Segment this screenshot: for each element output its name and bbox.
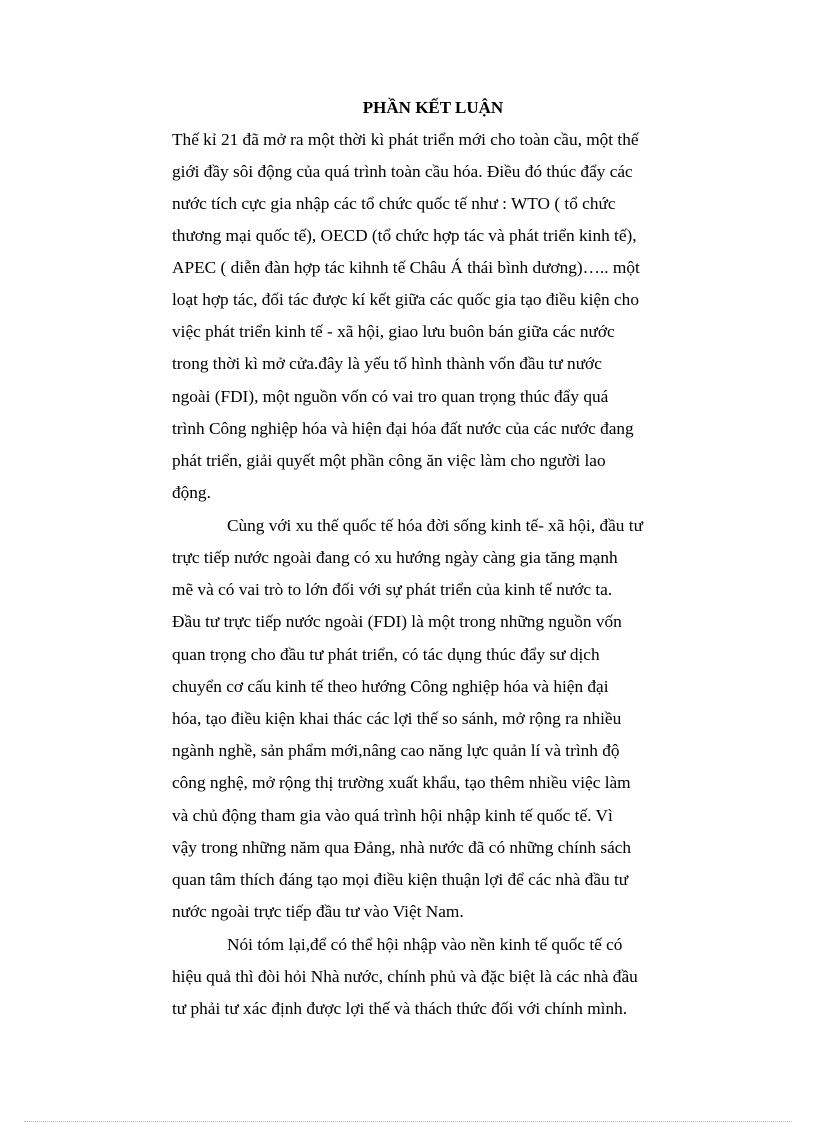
text-line: chuyển cơ cấu kinh tế theo hướng Công nghiệp hóa và hiện đại bbox=[172, 677, 609, 696]
text-line: Đầu tư trực tiếp nước ngoài (FDI) là một trong những nguồn vốn bbox=[172, 612, 622, 631]
text-line: Cùng với xu thế quốc tế hóa đời sống kinh tế- xã hội, đầu tư bbox=[227, 516, 643, 535]
text-line: mẽ và có vai trò to lớn đối với sự phát triển của kinh tế nước ta. bbox=[172, 580, 613, 599]
text-line: và chủ động tham gia vào quá trình hội nhập kinh tế quốc tế. Vì bbox=[172, 806, 613, 825]
text-line: ngoài (FDI), một nguồn vốn có vai tro quan trọng thúc đẩy quá bbox=[172, 387, 609, 406]
page-bottom-divider bbox=[24, 1121, 792, 1122]
text-line: quan tâm thích đáng tạo mọi điều kiện thuận lợi để các nhà đầu tư bbox=[172, 870, 629, 889]
text-line: nước ngoài trực tiếp đầu tư vào Việt Nam. bbox=[172, 902, 464, 921]
text-line: trong thời kì mở cửa.đây là yếu tố hình thành vốn đầu tư nước bbox=[172, 354, 602, 373]
text-line: tư phải tư xác định được lợi thế và thách thức đối với chính mình. bbox=[172, 999, 628, 1018]
text-line: nước tích cực gia nhập các tổ chức quốc tế như : WTO ( tổ chức bbox=[172, 194, 616, 213]
text-line: công nghệ, mở rộng thị trường xuất khẩu, tạo thêm nhiều việc làm bbox=[172, 773, 631, 792]
text-line: giới đầy sôi động của quá trình toàn cầu hóa. Điều đó thúc đẩy các bbox=[172, 162, 633, 181]
text-line: trình Công nghiệp hóa và hiện đại hóa đất nước của các nước đang bbox=[172, 419, 634, 438]
text-line: Thế kỉ 21 đã mở ra một thời kì phát triển mới cho toàn cầu, một thế bbox=[172, 130, 639, 149]
text-line: trực tiếp nước ngoài đang có xu hướng ngày càng gia tăng mạnh bbox=[172, 548, 618, 567]
text-line: hiệu quả thì đòi hỏi Nhà nước, chính phủ và đặc biệt là các nhà đầu bbox=[172, 967, 638, 986]
text-line: động. bbox=[172, 483, 211, 502]
section-heading: PHẦN KẾT LUẬN bbox=[362, 98, 504, 117]
text-line: vậy trong những năm qua Đảng, nhà nước đã có những chính sách bbox=[172, 838, 632, 857]
text-line: thương mại quốc tế), OECD (tổ chức hợp tác và phát triển kinh tế), bbox=[172, 226, 637, 245]
text-line: hóa, tạo điều kiện khai thác các lợi thế so sánh, mở rộng ra nhiều bbox=[172, 709, 622, 728]
text-line: việc phát triển kinh tế - xã hội, giao lưu buôn bán giữa các nước bbox=[172, 322, 615, 341]
text-line: quan trọng cho đầu tư phát triển, có tác dụng thúc đẩy sư dịch bbox=[172, 645, 600, 664]
text-line: phát triển, giải quyết một phần công ăn việc làm cho người lao bbox=[172, 451, 606, 470]
text-line: ngành nghề, sản phẩm mới,nâng cao năng lực quản lí và trình độ bbox=[172, 741, 620, 760]
text-line: loạt hợp tác, đối tác được kí kết giữa các quốc gia tạo điều kiện cho bbox=[172, 290, 639, 309]
text-line: Nói tóm lại,để có thể hội nhập vào nền kinh tế quốc tế có bbox=[227, 935, 623, 954]
text-line: APEC ( diễn đàn hợp tác kihnh tế Châu Á thái bình dương)….. một bbox=[172, 258, 640, 277]
